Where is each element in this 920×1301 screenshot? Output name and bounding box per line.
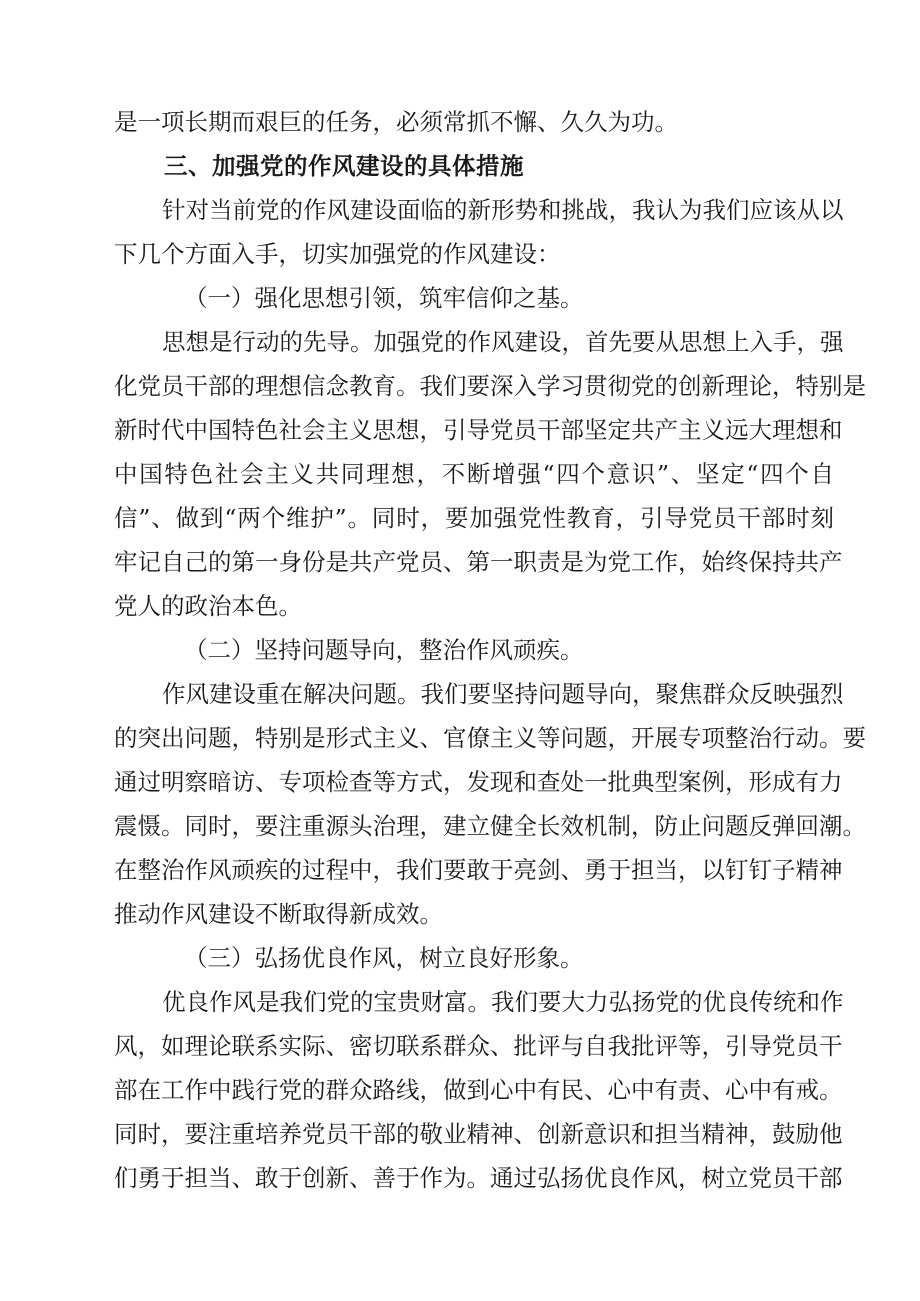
paragraph-line: 通过明察暗访、专项检查等方式，发现和查处一批典型案例，形成有力 [114,768,843,796]
paragraph-line: 的突出问题，特别是形式主义、官僚主义等问题，开展专项整治行动。要 [114,724,866,752]
paragraph-line: 新时代中国特色社会主义思想，引导党员干部坚定共产主义远大理想和 [114,416,843,444]
paragraph-line: 是一项长期而艰巨的任务，必须常抓不懈、久久为功。 [114,108,678,136]
subsection-heading: （三）弘扬优良作风，树立良好形象。 [184,944,584,972]
paragraph-line: 部在工作中践行党的群众路线，做到心中有民、心中有责、心中有戒。 [114,1076,843,1104]
paragraph-line: 同时，要注重培养党员干部的敬业精神、创新意识和担当精神，鼓励他 [114,1120,843,1148]
paragraph-line: 在整治作风顽疾的过程中，我们要敢于亮剑、勇于担当，以钉钉子精神 [114,856,843,884]
paragraph-line: 作风建设重在解决问题。我们要坚持问题导向，聚焦群众反映强烈 [162,680,844,708]
paragraph-line: 信”、做到“两个维护”。同时，要加强党性教育，引导党员干部时刻 [114,504,834,532]
paragraph-line: 风，如理论联系实际、密切联系群众、批评与自我批评等，引导党员干 [114,1032,843,1060]
paragraph-line: 下几个方面入手，切实加强党的作风建设： [114,240,561,268]
document-page [114,100,866,1200]
paragraph-line: 优良作风是我们党的宝贵财富。我们要大力弘扬党的优良传统和作 [162,988,844,1016]
paragraph-line: 们勇于担当、敢于创新、善于作为。通过弘扬优良作风，树立党员干部 [114,1164,843,1192]
subsection-heading: （二）坚持问题导向，整治作风顽疾。 [184,636,584,664]
paragraph-line: 中国特色社会主义共同理想，不断增强“四个意识”、坚定“四个自 [114,460,834,488]
paragraph-line: 化党员干部的理想信念教育。我们要深入学习贯彻党的创新理论，特别是 [114,372,866,400]
paragraph-line: 思想是行动的先导。加强党的作风建设，首先要从思想上入手，强 [162,328,844,356]
paragraph-line: 党人的政治本色。 [114,592,302,620]
paragraph-line: 震慑。同时，要注重源头治理，建立健全长效机制，防止问题反弹回潮。 [114,812,866,840]
section-heading: 三、加强党的作风建设的具体措施 [164,152,524,180]
paragraph-line: 牢记自己的第一身份是共产党员、第一职责是为党工作，始终保持共产 [114,548,843,576]
paragraph-line: 推动作风建设不断取得新成效。 [114,900,443,928]
subsection-heading: （一）强化思想引领，筑牢信仰之基。 [184,284,584,312]
paragraph-line: 针对当前党的作风建设面临的新形势和挑战，我认为我们应该从以 [162,196,844,224]
